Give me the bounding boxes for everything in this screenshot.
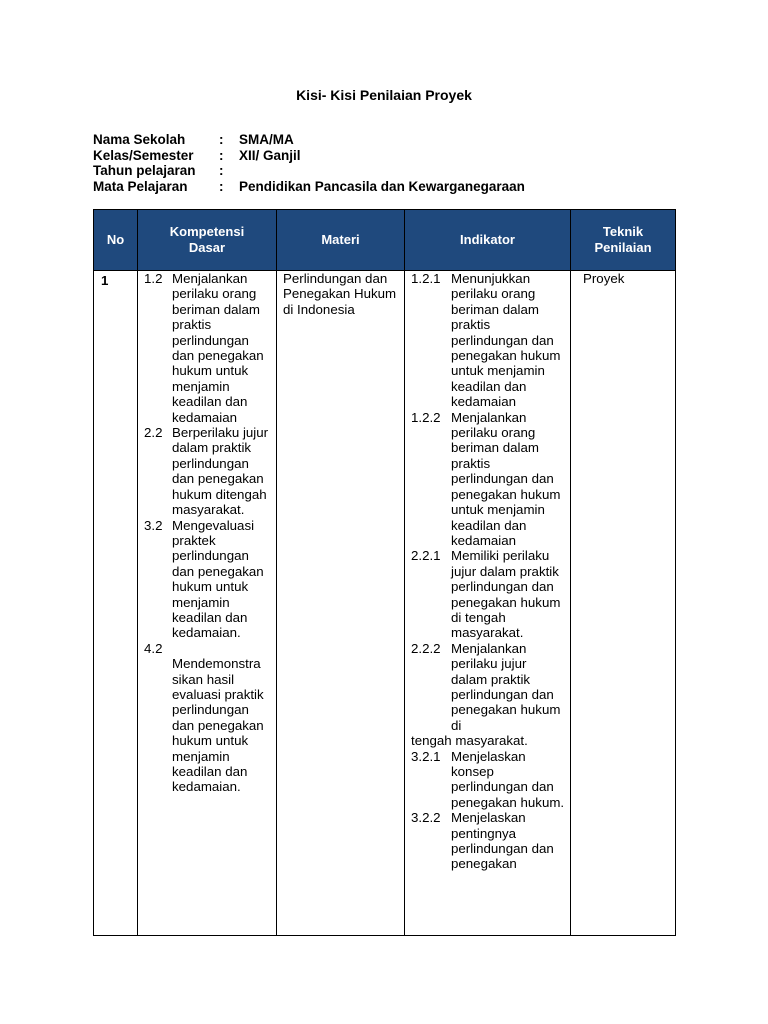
- meta-value: SMA/MA: [239, 132, 294, 147]
- meta-colon: :: [219, 178, 224, 194]
- meta-colon: :: [219, 163, 224, 178]
- cell-no: 1: [94, 271, 138, 936]
- header-kompetensi-dasar: Kompetensi Dasar: [138, 210, 277, 271]
- indikator-text: Menjelaskan konsep perlindungan dan penegakan hukum.: [451, 748, 565, 810]
- indikator-text: Menjalankan perilaku jujur dalam praktik perlindungan dan penegakan hukum di: [451, 640, 561, 733]
- meta-row-academic-year: [93, 163, 613, 179]
- meta-value: XII/ Ganjil: [239, 147, 301, 163]
- meta-colon: :: [219, 132, 224, 147]
- indikator-text-tail: tengah masyarakat.: [411, 733, 528, 749]
- meta-value: Pendidikan Pancasila dan Kewarganegaraan: [239, 178, 525, 194]
- table-header-row: [94, 210, 676, 271]
- cell-indikator: [405, 271, 571, 936]
- meta-row-school: [93, 132, 613, 148]
- kd-text: Mengevaluasi praktek perlindungan dan penegakan hukum untuk menjamin keadilan dan kedamaian.: [172, 517, 264, 641]
- indikator-number: 2.2.2: [411, 640, 441, 656]
- meta-label: Tahun pelajaran: [93, 163, 196, 178]
- kd-list: [138, 271, 276, 795]
- kd-number: 4.2: [144, 640, 163, 656]
- indikator-number: 3.2.2: [411, 810, 441, 826]
- assessment-grid-table: [93, 209, 676, 936]
- table-row: [94, 271, 676, 936]
- header-no: No: [94, 210, 138, 271]
- cell-teknik-penilaian: Proyek: [571, 271, 676, 936]
- meta-label: Kelas/Semester: [93, 147, 194, 163]
- list-item: [138, 641, 276, 795]
- kd-text: Mendemonstra sikan hasil evaluasi praktik perlindungan dan penegakan hukum untuk menjamin keadilan dan kedamaian.: [172, 656, 264, 795]
- meta-label: Nama Sekolah: [93, 132, 186, 147]
- list-item: [138, 425, 276, 517]
- list-item: [405, 749, 570, 811]
- indikator-number: 2.2.1: [411, 548, 441, 564]
- meta-row-subject: [93, 179, 613, 195]
- header-materi: Materi: [277, 210, 405, 271]
- indikator-number: 1.2.1: [411, 271, 441, 286]
- meta-label: Mata Pelajaran: [93, 178, 188, 194]
- list-item: [405, 548, 570, 640]
- kd-number: 3.2: [144, 517, 163, 533]
- kd-text: Menjalankan perilaku orang beriman dalam praktis perlindungan dan penegakan hukum untuk menjamin keadilan dan kedamaian: [172, 271, 264, 425]
- list-item: [405, 810, 570, 872]
- list-item: [405, 410, 570, 549]
- indikator-text: Memiliki perilaku jujur dalam praktik perlindungan dan penegakan hukum di tengah masyarakat.: [451, 548, 561, 641]
- kd-number: 1.2: [144, 271, 163, 286]
- header-teknik-penilaian: Teknik Penilaian: [571, 210, 676, 271]
- kd-number: 2.2: [144, 425, 163, 441]
- list-item: [405, 641, 570, 749]
- cell-kompetensi-dasar: [138, 271, 277, 936]
- header-indikator: Indikator: [405, 210, 571, 271]
- list-item: [138, 518, 276, 641]
- cell-materi: Perlindungan dan Penegakan Hukum di Indonesia: [277, 271, 405, 936]
- school-info: [93, 132, 613, 194]
- indikator-number: 3.2.1: [411, 748, 441, 764]
- indikator-number: 1.2.2: [411, 409, 441, 425]
- list-item: [138, 271, 276, 425]
- indikator-text: Menunjukkan perilaku orang beriman dalam praktis perlindungan dan penegakan hukum untuk menjamin keadilan dan kedamaian: [451, 271, 561, 410]
- meta-colon: :: [219, 147, 224, 163]
- indikator-text: Menjelaskan pentingnya perlindungan dan penegakan: [451, 810, 554, 872]
- meta-row-class-semester: [93, 148, 613, 164]
- kd-text: Berperilaku jujur dalam praktik perlindungan dan penegakan hukum ditengah masyarakat.: [172, 425, 269, 518]
- document-title: Kisi- Kisi Penilaian Proyek: [296, 87, 472, 103]
- list-item: [405, 271, 570, 410]
- indikator-list: [405, 271, 570, 872]
- indikator-text: Menjalankan perilaku orang beriman dalam praktis perlindungan dan penegakan hukum untuk menjamin keadilan dan kedamaian: [451, 409, 561, 548]
